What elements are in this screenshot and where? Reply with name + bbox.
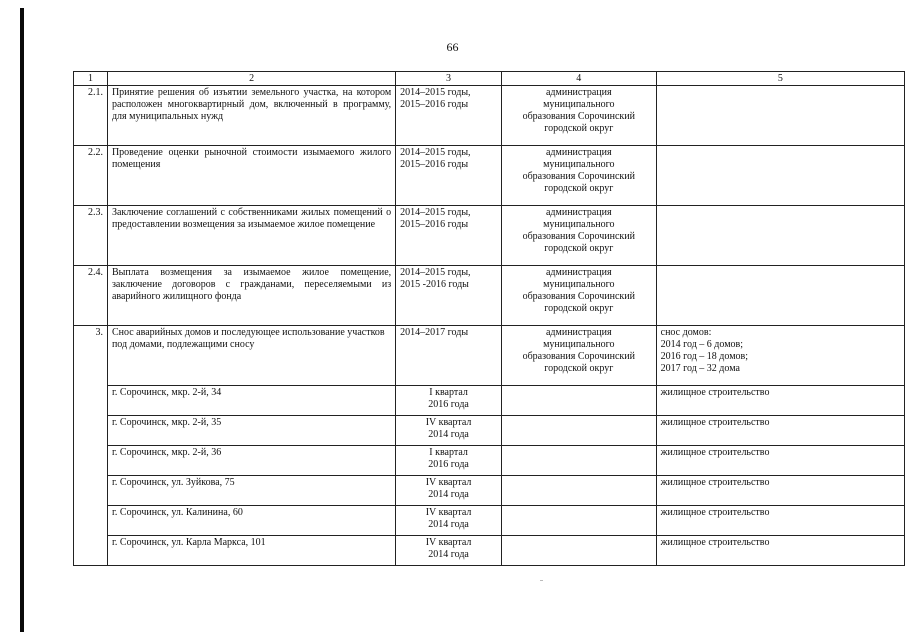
- binding-edge-bar: [20, 8, 24, 632]
- table-row-3: [74, 326, 905, 386]
- address-text: г. Сорочинск, ул. Калинина, 60: [107, 506, 395, 536]
- item-result: [656, 86, 904, 146]
- header-cell-1: 1: [74, 72, 108, 86]
- address-row: [74, 476, 905, 506]
- item-period: 2014–2017 годы: [396, 326, 502, 386]
- item-executor: администрация муниципального образования Сорочинский городской округ: [501, 206, 656, 266]
- item-number: 2.3.: [74, 206, 108, 266]
- item-executor: администрация муниципального образования Сорочинский городской округ: [501, 146, 656, 206]
- item-period: 2014–2015 годы, 2015–2016 годы: [396, 146, 502, 206]
- table-row-2-1: [74, 86, 905, 146]
- item-number: 3.: [74, 326, 108, 566]
- item-executor: администрация муниципального образования Сорочинский городской округ: [501, 266, 656, 326]
- table-row-2-2: [74, 146, 905, 206]
- address-period: I квартал 2016 года: [396, 386, 502, 416]
- item-action: Заключение соглашений с собственниками жилых помещений о предоставлении возмещения за изымаемое жилое помещение: [107, 206, 395, 266]
- address-period: I квартал 2016 года: [396, 446, 502, 476]
- address-text: г. Сорочинск, ул. Карла Маркса, 101: [107, 536, 395, 566]
- header-cell-3: 3: [396, 72, 502, 86]
- address-text: г. Сорочинск, мкр. 2-й, 35: [107, 416, 395, 446]
- item-action: Снос аварийных домов и последующее использование участков под домами, подлежащими сносу: [107, 326, 395, 386]
- address-executor: [501, 536, 656, 566]
- item-number: 2.1.: [74, 86, 108, 146]
- address-row: [74, 416, 905, 446]
- address-text: г. Сорочинск, мкр. 2-й, 36: [107, 446, 395, 476]
- header-cell-5: 5: [656, 72, 904, 86]
- address-result: жилищное строительство: [656, 386, 904, 416]
- address-executor: [501, 386, 656, 416]
- item-number: 2.4.: [74, 266, 108, 326]
- item-result: снос домов: 2014 год – 6 домов; 2016 год – 18 домов; 2017 год – 32 дома: [656, 326, 904, 386]
- address-executor: [501, 416, 656, 446]
- item-period: 2014–2015 годы, 2015–2016 годы: [396, 86, 502, 146]
- address-result: жилищное строительство: [656, 416, 904, 446]
- address-executor: [501, 446, 656, 476]
- program-table: [73, 71, 905, 566]
- table-row-2-4: [74, 266, 905, 326]
- address-result: жилищное строительство: [656, 536, 904, 566]
- table-header-row: [74, 72, 905, 86]
- address-result: жилищное строительство: [656, 446, 904, 476]
- address-row: [74, 536, 905, 566]
- address-period: IV квартал 2014 года: [396, 416, 502, 446]
- scan-speck: [540, 580, 543, 581]
- address-result: жилищное строительство: [656, 506, 904, 536]
- address-period: IV квартал 2014 года: [396, 536, 502, 566]
- address-executor: [501, 506, 656, 536]
- item-period: 2014–2015 годы, 2015 -2016 годы: [396, 266, 502, 326]
- address-period: IV квартал 2014 года: [396, 476, 502, 506]
- item-action: Принятие решения об изъятии земельного участка, на котором расположен многоквартирный дом, включенный в программу, для муниципальных нужд: [107, 86, 395, 146]
- item-executor: администрация муниципального образования Сорочинский городской округ: [501, 86, 656, 146]
- header-cell-4: 4: [501, 72, 656, 86]
- item-result: [656, 146, 904, 206]
- header-cell-2: 2: [107, 72, 395, 86]
- address-row: [74, 506, 905, 536]
- address-row: [74, 446, 905, 476]
- address-text: г. Сорочинск, мкр. 2-й, 34: [107, 386, 395, 416]
- item-result: [656, 206, 904, 266]
- page-number: 66: [446, 40, 459, 54]
- address-row: [74, 386, 905, 416]
- address-executor: [501, 476, 656, 506]
- item-period: 2014–2015 годы, 2015–2016 годы: [396, 206, 502, 266]
- address-period: IV квартал 2014 года: [396, 506, 502, 536]
- address-result: жилищное строительство: [656, 476, 904, 506]
- item-result: [656, 266, 904, 326]
- item-action: Выплата возмещения за изымаемое жилое помещение, заключение договоров с гражданами, переселяемыми из аварийного жилищного фонда: [107, 266, 395, 326]
- address-text: г. Сорочинск, ул. Зуйкова, 75: [107, 476, 395, 506]
- item-executor: администрация муниципального образования Сорочинский городской округ: [501, 326, 656, 386]
- item-number: 2.2.: [74, 146, 108, 206]
- table-row-2-3: [74, 206, 905, 266]
- item-action: Проведение оценки рыночной стоимости изымаемого жилого помещения: [107, 146, 395, 206]
